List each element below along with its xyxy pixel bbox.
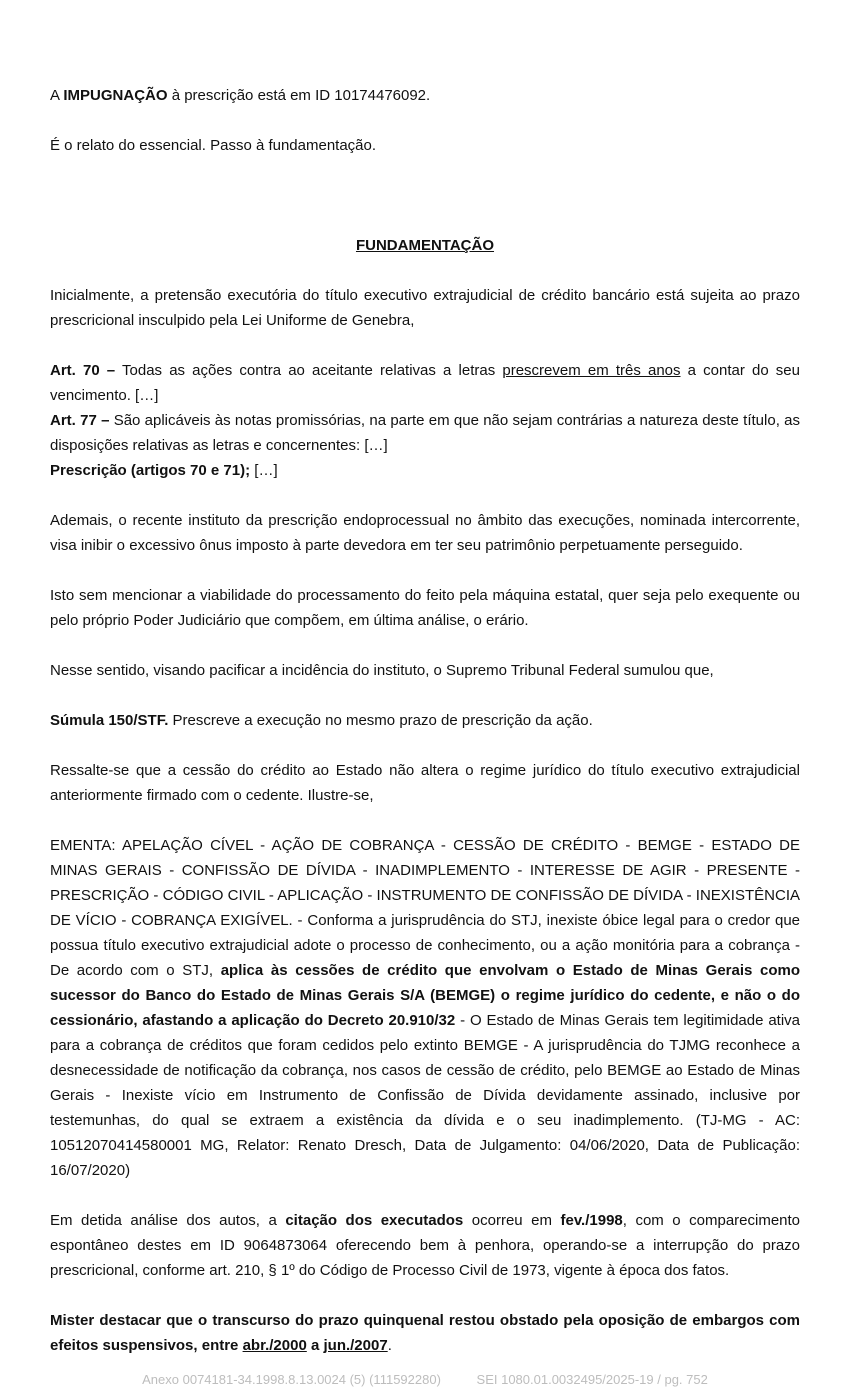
text: Todas as ações contra ao aceitante relativas a letras [115, 362, 503, 379]
text: - O Estado de Minas Gerais tem legitimidade ativa para a cobrança de créditos que foram cedidos pelo extinto BEMGE - A jurisprudência do TJMG reconhece a desnecessidade de notificação da cobrança, nos casos de cessão de crédito, pelo BEMGE ao Estado de Minas Gerais - Inexiste vício em Instrumento de Confissão de Dívida devidamente assinado, inclusive por testemunhas, do qual se extraem a existência da dívida e o seu inadimplemento. (TJ-MG - AC: 10512070414580001 MG, Relator: Renato Dresch, Data de Julgamento: 04/06/2020, Data de Publicação: 16/07/2020) [50, 1012, 801, 1179]
text: , com o comparecimento espontâneo destes em ID 9064873064 oferecendo bem à penhora, operando-se a interrupção do prazo prescricional, conforme art. 210, § 1º do Código de Processo Civil de 1973, vigente à época dos fatos. [50, 1212, 801, 1279]
text: ocorreu em [463, 1212, 561, 1229]
sumula-label: Súmula 150/STF. [50, 712, 169, 729]
text: […] [250, 462, 278, 479]
text: à prescrição está em ID 10174476092. [167, 87, 431, 104]
text: EMENTA: APELAÇÃO CÍVEL - AÇÃO DE COBRANÇA - CESSÃO DE CRÉDITO - BEMGE - ESTADO DE MINAS GERAIS - CONFISSÃO DE DÍVIDA - INADIMPLEMENTO - INTERESSE DE AGIR - PRESENTE - PRESCRIÇÃO - CÓDIGO CIVIL - APLICAÇÃO - INSTRUMENTO DE CONFISSÃO DE DÍVIDA - INEXISTÊNCIA DE VÍCIO - COBRANÇA EXIGÍVEL. - Conforma a jurisprudência do STJ, inexiste óbice legal para o credor que possua título executivo extrajudicial adote o processo de conhecimento, ou a ação monitória para a cobrança - De acordo com o STJ, [50, 837, 800, 979]
text: Prescreve a execução no mesmo prazo de prescrição da ação. [168, 712, 593, 729]
paragraph-citacao [50, 1208, 800, 1283]
bold-text: fev./1998 [560, 1212, 623, 1229]
text: A [50, 87, 64, 104]
quote-prescricao [50, 458, 800, 483]
quote-art-70 [50, 358, 800, 408]
paragraph-ademais: Ademais, o recente instituto da prescrição endoprocessual no âmbito das execuções, nominada intercorrente, visa inibir o excessivo ônus imposto à parte devedora em ter seu patrimônio perpetuamente perseguido. [50, 512, 800, 554]
document-body [50, 83, 800, 1358]
article-label: Art. 77 – [50, 412, 110, 429]
bold-text: aplica às cessões de crédito que envolvam o Estado de Minas Gerais como sucessor do Banco do Estado de Minas Gerais S/A (BEMGE) o regime jurídico do cedente, e não o do cessionário, afastando a aplicação do Decreto 20.910/32 [50, 962, 800, 1029]
bold-text: IMPUGNAÇÃO [63, 87, 168, 104]
quote-art-77 [50, 408, 800, 458]
paragraph-impugnacao [50, 83, 800, 108]
paragraph-mister [50, 1308, 800, 1358]
bold-text: Mister destacar que o transcurso do prazo quinquenal restou obstado pela oposição de embargos com efeitos suspensivos, entre [50, 1312, 800, 1354]
paragraph-ressalte: Ressalte-se que a cessão do crédito ao Estado não altera o regime jurídico do título executivo extrajudicial anteriormente firmado com o cedente. Ilustre-se, [50, 762, 800, 804]
text: Em detida análise dos autos, a [50, 1212, 286, 1229]
underlined-text: prescrevem em três anos [502, 362, 681, 379]
paragraph-inicialmente: Inicialmente, a pretensão executória do título executivo extrajudicial de crédito bancário está sujeita ao prazo prescricional insculpido pela Lei Uniforme de Genebra, [50, 287, 800, 329]
paragraph-isto: Isto sem mencionar a viabilidade do processamento do feito pela máquina estatal, quer seja pelo exequente ou pelo próprio Poder Judiciário que compõem, em última análise, o erário. [50, 587, 800, 629]
article-label: Prescrição (artigos 70 e 71); [50, 462, 251, 479]
footer-annex: Anexo 0074181-34.1998.8.13.0024 (5) (111592280) [142, 1372, 441, 1387]
quote-sumula [50, 708, 800, 733]
bold-text: citação dos executados [285, 1212, 464, 1229]
text: a contar do seu vencimento. […] [50, 362, 800, 404]
text: São aplicáveis às notas promissórias, na parte em que não sejam contrárias a natureza deste título, as disposições relativas as letras e concernentes: […] [50, 412, 800, 454]
underlined-date: abr./2000 [242, 1337, 307, 1354]
text: . [387, 1337, 392, 1354]
paragraph-relato: É o relato do essencial. Passo à fundamentação. [50, 137, 377, 154]
heading-text: FUNDAMENTAÇÃO [355, 237, 495, 254]
quote-ementa [50, 833, 800, 1183]
section-heading [50, 233, 800, 258]
bold-text: a [306, 1337, 324, 1354]
article-label: Art. 70 – [50, 362, 116, 379]
footer-sei: SEI 1080.01.0032495/2025-19 / pg. 752 [476, 1372, 708, 1387]
page-footer [0, 1372, 850, 1387]
paragraph-nesse-sentido: Nesse sentido, visando pacificar a incidência do instituto, o Supremo Tribunal Federal sumulou que, [50, 662, 714, 679]
underlined-date: jun./2007 [323, 1337, 388, 1354]
